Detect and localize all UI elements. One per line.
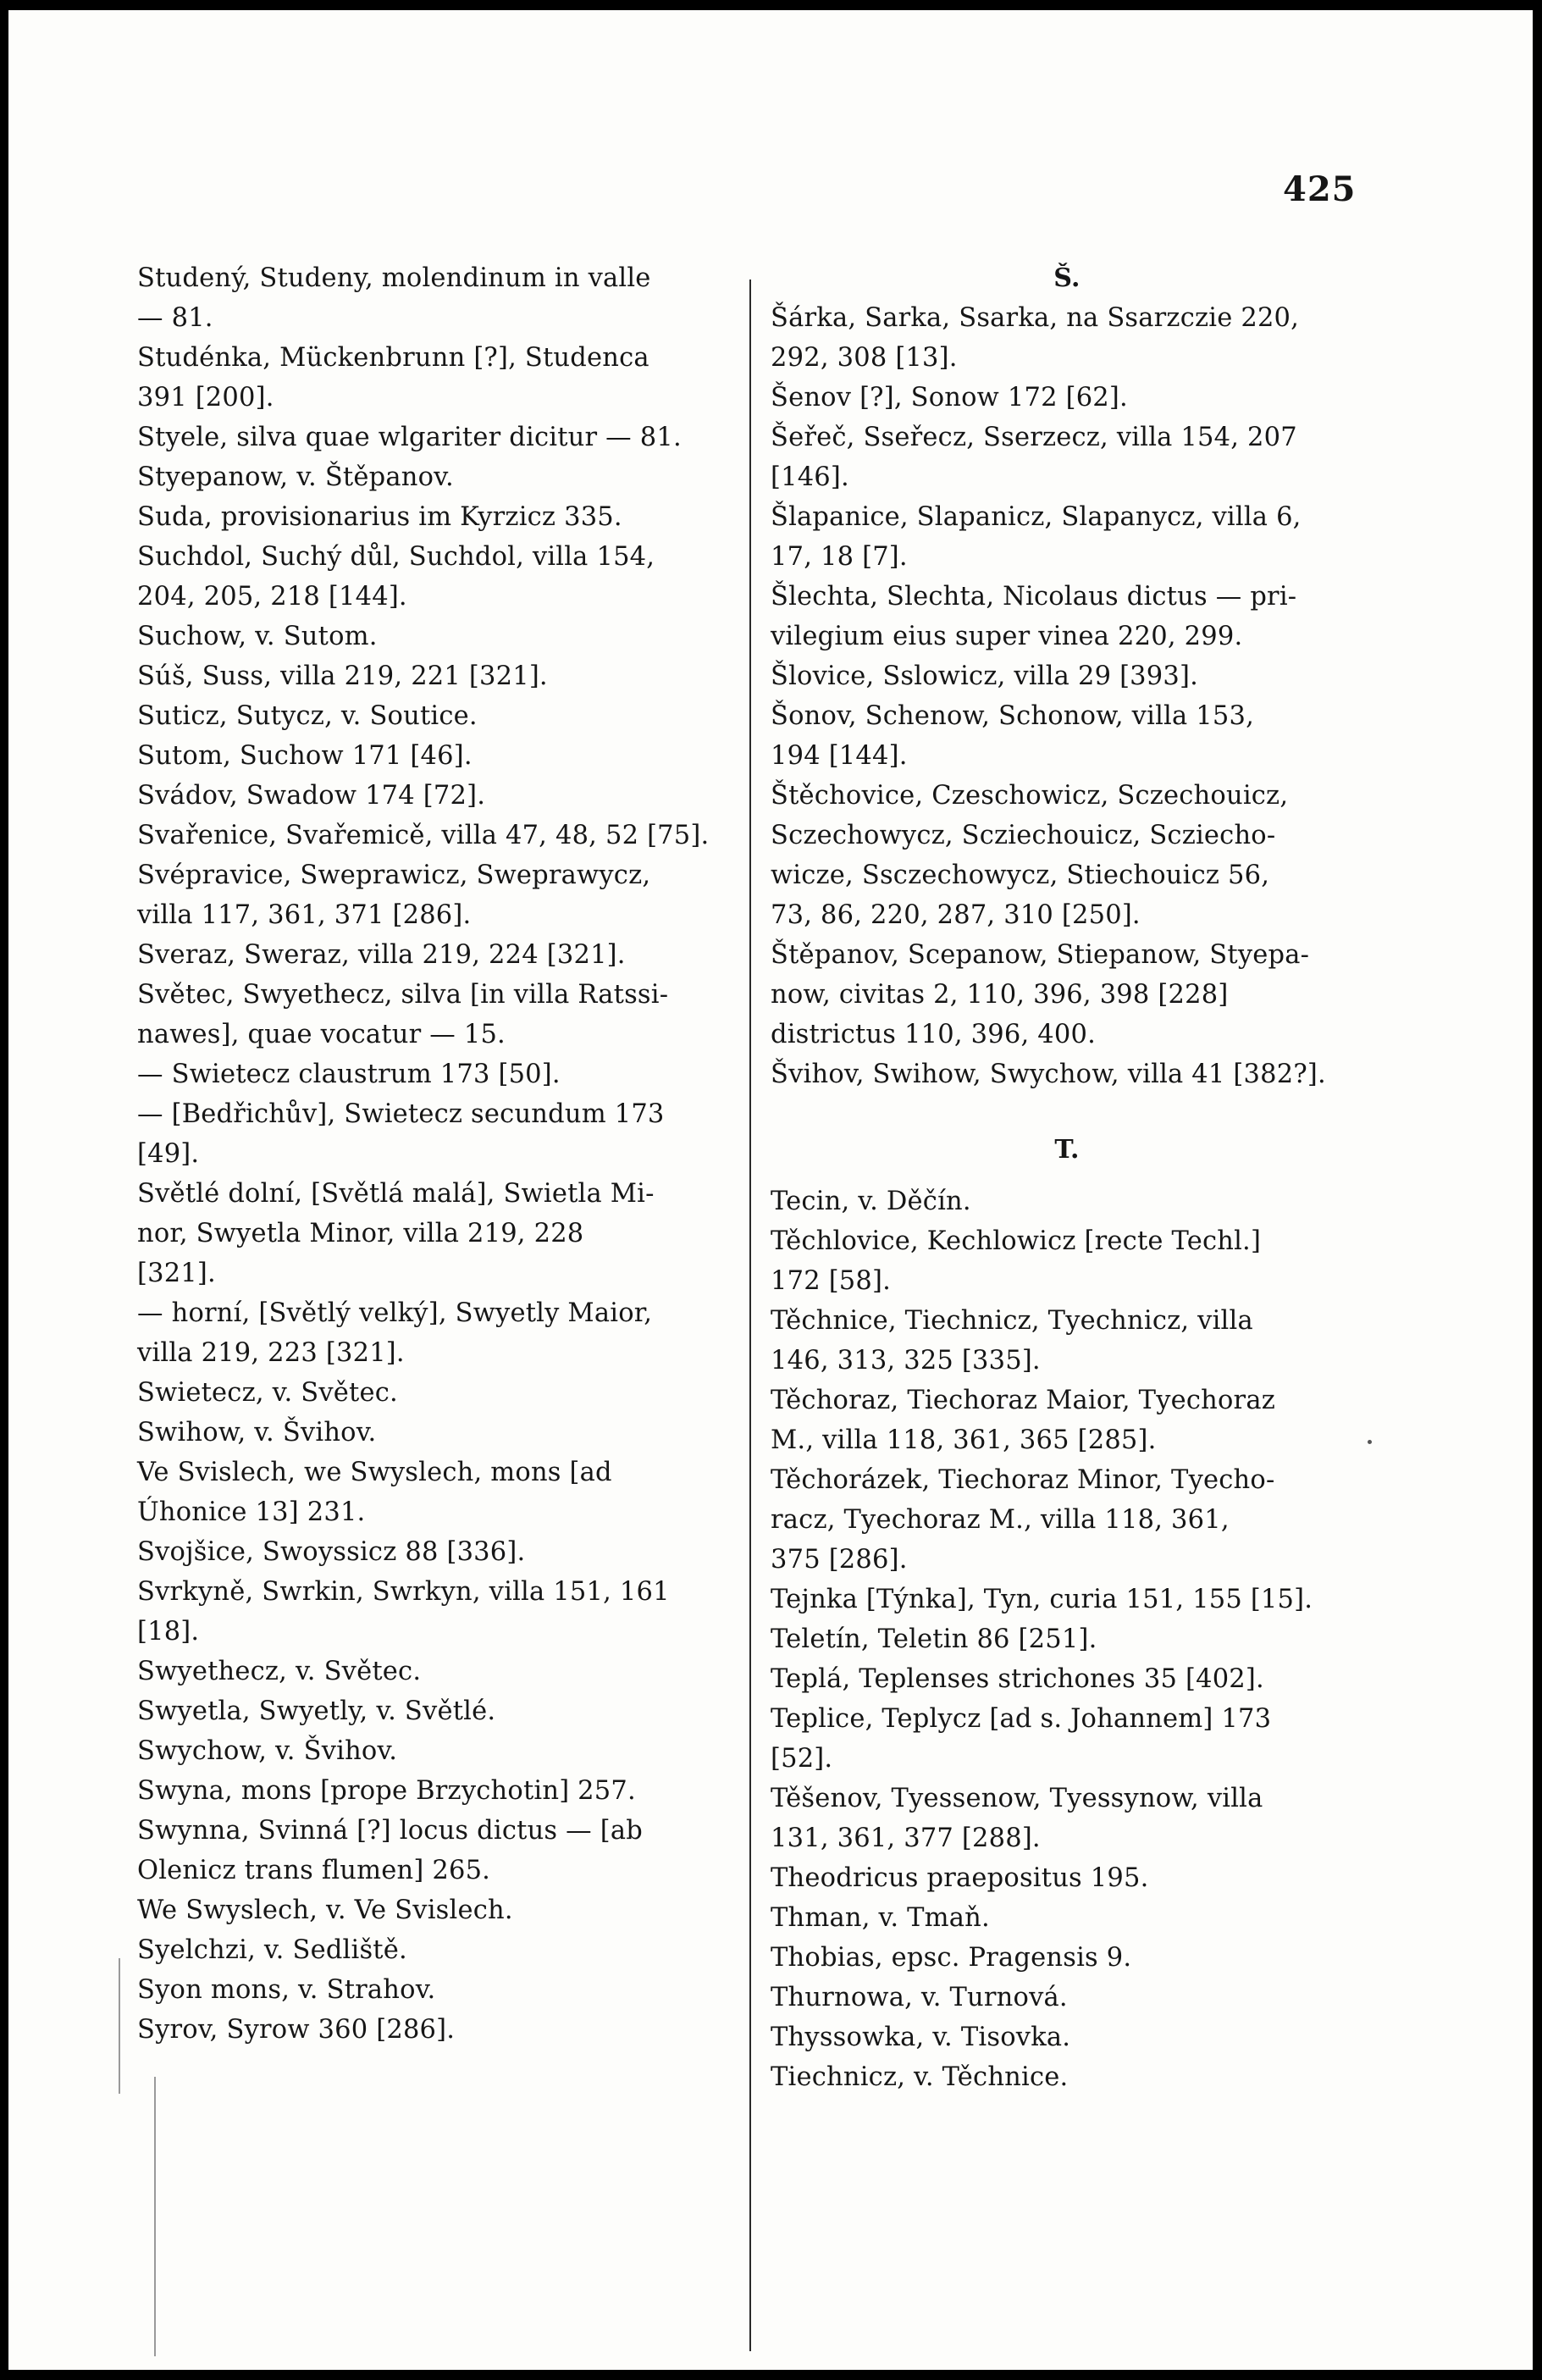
index-line: Swihow, v. Švihov. [137, 1418, 377, 1447]
section-heading-t: T. [1054, 1135, 1080, 1165]
index-line: Šlovice, Sslowicz, villa 29 [393]. [771, 661, 1198, 691]
index-line: Thobias, epsc. Pragensis 9. [771, 1943, 1132, 1973]
index-line: Styepanow, v. Štěpanov. [137, 462, 454, 492]
index-line: nawes], quae vocatur — 15. [137, 1020, 506, 1049]
index-line: [146]. [771, 462, 849, 492]
index-line: Těchorázek, Tiechoraz Minor, Tyecho- [771, 1465, 1275, 1495]
index-line: nor, Swyetla Minor, villa 219, 228 [137, 1219, 584, 1248]
index-line: Suda, provisionarius im Kyrzicz 335. [137, 502, 622, 532]
index-line: Svařenice, Svařemicě, villa 47, 48, 52 [75]. [137, 821, 710, 850]
index-line: Šonov, Schenow, Schonow, villa 153, [771, 701, 1254, 731]
index-line: Šenov [?], Sonow 172 [62]. [771, 383, 1128, 412]
index-line: villa 117, 361, 371 [286]. [137, 900, 472, 930]
index-line: Teplá, Teplenses strichones 35 [402]. [771, 1664, 1264, 1694]
index-line: 194 [144]. [771, 741, 908, 771]
index-line: Teletín, Teletin 86 [251]. [771, 1624, 1097, 1654]
index-line: Úhonice 13] 231. [137, 1497, 366, 1527]
index-line: districtus 110, 396, 400. [771, 1020, 1096, 1049]
page-number: 425 [1283, 169, 1357, 209]
index-line: 375 [286]. [771, 1545, 908, 1575]
book-page [8, 10, 1533, 2370]
index-line: Sutom, Suchow 171 [46]. [137, 741, 473, 771]
scan-artifact-dot [1368, 1440, 1372, 1444]
index-line: [52]. [771, 1744, 833, 1774]
index-line: 204, 205, 218 [144]. [137, 582, 407, 612]
index-line: Swynna, Svinná [?] locus dictus — [ab [137, 1816, 643, 1846]
index-line: 292, 308 [13]. [771, 343, 958, 373]
index-line: villa 219, 223 [321]. [137, 1338, 405, 1368]
section-heading-s: Š. [1053, 263, 1081, 293]
index-line: Svrkyně, Swrkin, Swrkyn, villa 151, 161 [137, 1577, 670, 1607]
index-line: Syelchzi, v. Sedliště. [137, 1935, 407, 1965]
index-line: — horní, [Světlý velký], Swyetly Maior, [137, 1298, 653, 1328]
index-line: Štěpanov, Scepanow, Stiepanow, Styepa- [771, 940, 1310, 970]
index-line: Olenicz trans flumen] 265. [137, 1856, 491, 1885]
index-line: Světec, Swyethecz, silva [in villa Ratssi- [137, 980, 669, 1010]
index-line: Syon mons, v. Strahov. [137, 1975, 436, 2005]
index-line: 17, 18 [7]. [771, 542, 908, 572]
index-line: Suchdol, Suchý důl, Suchdol, villa 154, [137, 542, 655, 572]
index-line: Swyna, mons [prope Brzychotin] 257. [137, 1776, 636, 1806]
right-column [771, 258, 1363, 2097]
index-line: Těchlovice, Kechlowicz [recte Techl.] [771, 1226, 1262, 1256]
index-line: [18]. [137, 1617, 200, 1647]
index-line: Švihov, Swihow, Swychow, villa 41 [382?]. [771, 1060, 1326, 1089]
index-line: Swietecz, v. Světec. [137, 1378, 398, 1408]
index-line: Swyetla, Swyetly, v. Světlé. [137, 1696, 496, 1726]
index-line: Studénka, Mückenbrunn [?], Studenca [137, 343, 649, 373]
index-line: Těchoraz, Tiechoraz Maior, Tyechoraz [771, 1386, 1275, 1415]
index-line: 172 [58]. [771, 1266, 892, 1296]
index-line: Tiechnicz, v. Těchnice. [771, 2062, 1069, 2092]
index-line: Šárka, Sarka, Ssarka, na Ssarzczie 220, [771, 303, 1300, 333]
index-line: Swychow, v. Švihov. [137, 1736, 398, 1766]
index-line: Ve Svislech, we Swyslech, mons [ad [137, 1458, 612, 1487]
index-line: Šlechta, Slechta, Nicolaus dictus — pri- [771, 582, 1297, 612]
index-line: Súš, Suss, villa 219, 221 [321]. [137, 661, 548, 691]
index-line: Šeřeč, Sseřecz, Sserzecz, villa 154, 207 [771, 423, 1297, 452]
left-column [137, 258, 732, 2050]
scan-artifact-line [154, 2077, 156, 2356]
index-line: Syrov, Syrow 360 [286]. [137, 2015, 456, 2045]
index-line: Štěchovice, Czeschowicz, Sczechouicz, [771, 781, 1289, 811]
index-line: — 81. [137, 303, 213, 333]
index-line: 131, 361, 377 [288]. [771, 1824, 1041, 1853]
index-line: Thurnowa, v. Turnová. [771, 1983, 1068, 2012]
scan-artifact-line [119, 1958, 120, 2094]
index-line: Tecin, v. Děčín. [771, 1187, 971, 1216]
index-line: [321]. [137, 1259, 216, 1288]
index-line: Thman, v. Tmaň. [771, 1903, 990, 1933]
index-line: — [Bedřichův], Swietecz secundum 173 [137, 1099, 665, 1129]
index-line: We Swyslech, v. Ve Svislech. [137, 1896, 513, 1925]
index-line: Swyethecz, v. Světec. [137, 1657, 422, 1686]
index-line: — Swietecz claustrum 173 [50]. [137, 1060, 561, 1089]
index-line: Suchow, v. Sutom. [137, 622, 378, 651]
index-line: 391 [200]. [137, 383, 274, 412]
index-line: 146, 313, 325 [335]. [771, 1346, 1041, 1375]
index-line: Thyssowka, v. Tisovka. [771, 2023, 1071, 2052]
index-line: now, civitas 2, 110, 396, 398 [228] [771, 980, 1229, 1010]
index-line: vilegium eius super vinea 220, 299. [771, 622, 1243, 651]
index-line: Sveraz, Sweraz, villa 219, 224 [321]. [137, 940, 626, 970]
index-line: racz, Tyechoraz M., villa 118, 361, [771, 1505, 1230, 1535]
index-line: Svépravice, Sweprawicz, Sweprawycz, [137, 861, 651, 890]
index-line: Svojšice, Swoyssicz 88 [336]. [137, 1537, 526, 1567]
index-line: Teplice, Teplycz [ad s. Johannem] 173 [771, 1704, 1272, 1734]
index-line: Šlapanice, Slapanicz, Slapanycz, villa 6, [771, 502, 1302, 532]
index-line: Studený, Studeny, molendinum in valle [137, 263, 651, 293]
index-line: M., villa 118, 361, 365 [285]. [771, 1425, 1157, 1455]
index-line: Těšenov, Tyessenow, Tyessynow, villa [771, 1784, 1263, 1813]
index-line: Těchnice, Tiechnicz, Tyechnicz, villa [771, 1306, 1253, 1336]
index-line: Tejnka [Týnka], Tyn, curia 151, 155 [15]. [771, 1585, 1313, 1614]
index-line: Světlé dolní, [Světlá malá], Swietla Mi- [137, 1179, 655, 1209]
index-line: Styele, silva quae wlgariter dicitur — 81. [137, 423, 682, 452]
index-line: Svádov, Swadow 174 [72]. [137, 781, 486, 811]
index-line: 73, 86, 220, 287, 310 [250]. [771, 900, 1141, 930]
column-divider [749, 280, 751, 2351]
index-line: Suticz, Sutycz, v. Soutice. [137, 701, 478, 731]
index-line: wicze, Ssczechowycz, Stiechouicz 56, [771, 861, 1270, 890]
index-line: [49]. [137, 1139, 200, 1169]
index-line: Theodricus praepositus 195. [771, 1863, 1149, 1893]
index-line: Sczechowycz, Scziechouicz, Scziecho- [771, 821, 1276, 850]
